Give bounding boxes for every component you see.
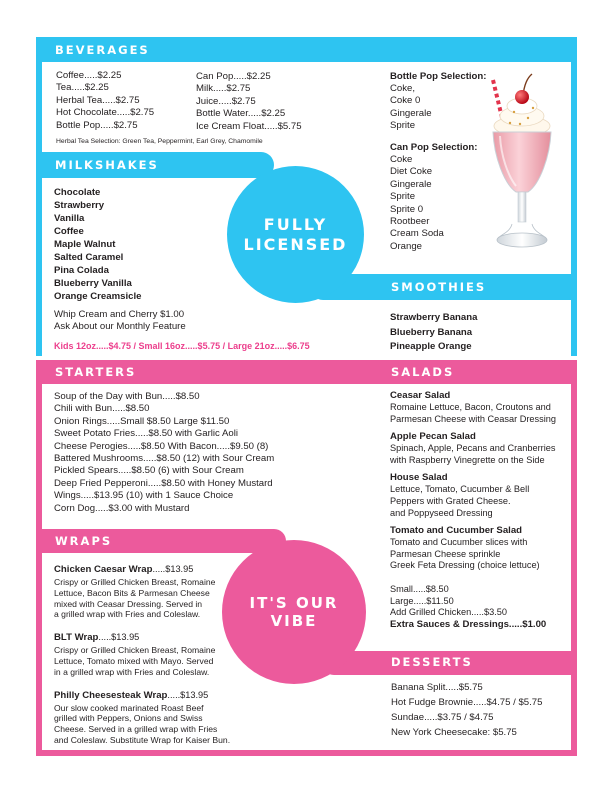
list-item: Pickled Spears.....$8.50 (6) with Sour Cream: [54, 465, 244, 477]
list-item: Ice Cream Float.....$5.75: [196, 120, 302, 132]
list-item: Tea.....$2.25: [56, 82, 109, 94]
badge-line-1: IT'S OUR: [249, 593, 339, 612]
wraps-list: [54, 559, 244, 746]
wrap-name: Chicken Caesar Wrap: [54, 564, 153, 575]
salads-list: [390, 390, 556, 631]
wrap-desc: Cheese. Served in a grilled wrap with Fries: [54, 724, 218, 735]
milkshakes-heading: MILKSHAKES: [55, 158, 159, 172]
list-item: Coke 0: [390, 95, 421, 107]
salad-desc: Romaine Lettuce, Bacon, Croutons and: [390, 402, 551, 412]
salad-desc: Spinach, Apple, Pecans and Cranberries: [390, 443, 556, 454]
list-item: Cheese Perogies.....$8.50 With Bacon.....$9.50 (8): [54, 440, 269, 452]
salad-desc: Greek Feta Dressing (choice lettuce): [390, 560, 540, 571]
wrap-item: [54, 559, 244, 620]
can-pop-title: Can Pop Selection:: [390, 142, 478, 153]
list-item: Sprite 0: [390, 203, 424, 215]
salad-name: Ceasar Salad: [390, 390, 451, 401]
wrap-price: .....$13.95: [167, 689, 209, 700]
list-item: Wings.....$13.95 (10) with 1 Sauce Choice: [54, 490, 234, 502]
wrap-item: [54, 627, 244, 677]
list-item: Milk.....$2.75: [196, 83, 251, 95]
wrap-title-line: [54, 559, 244, 577]
wrap-desc: in a grilled wrap with Fries and Coleslaw.: [54, 666, 210, 677]
salad-item: [390, 431, 556, 466]
wrap-desc: Crispy or Grilled Chicken Breast, Romaine: [54, 645, 216, 656]
list-item: Juice.....$2.75: [196, 95, 256, 107]
list-item: Coffee.....$2.25: [56, 70, 122, 81]
smoothies-list: [390, 311, 477, 355]
badge-line-2: VIBE: [270, 612, 318, 630]
wrap-desc: mixed with Ceasar Dressing. Served in: [54, 598, 203, 609]
blue-frame-left: [36, 37, 42, 356]
list-item: Cream Soda: [390, 228, 444, 240]
wrap-desc: Lettuce, Tomato mixed with Mayo. Served: [54, 655, 214, 666]
desserts-list: [391, 680, 542, 740]
badge-line-2: LICENSED: [243, 234, 348, 254]
salad-item: [390, 525, 556, 572]
wrap-price: .....$13.95: [98, 632, 140, 643]
wrap-desc: a grilled wrap with Fries and Coleslaw.: [54, 609, 201, 620]
list-item: Soup of the Day with Bun.....$8.50: [54, 391, 200, 402]
list-item: Gingerale: [390, 107, 432, 119]
smoothies-heading: SMOOTHIES: [391, 280, 487, 294]
wrap-title-line: [54, 685, 244, 703]
list-item: Blueberry Banana: [390, 326, 473, 338]
list-item: Strawberry: [54, 200, 105, 211]
list-item: Banana Split.....$5.75: [391, 682, 483, 693]
list-item: Can Pop.....$2.25: [196, 71, 271, 82]
starters-heading: STARTERS: [55, 365, 137, 379]
list-item: Sweet Potato Fries.....$8.50 with Garlic Aoli: [54, 428, 238, 440]
salad-desc: and Poppyseed Dressing: [390, 507, 493, 518]
list-item: Pineapple Orange: [390, 341, 472, 352]
list-item: Bottle Pop.....$2.75: [56, 119, 138, 131]
salads-heading: SALADS: [391, 365, 455, 379]
beverages-heading: BEVERAGES: [55, 43, 150, 57]
milkshakes-list: [54, 186, 141, 303]
salad-name: Apple Pecan Salad: [390, 431, 476, 443]
list-item: Sprite: [390, 120, 416, 132]
list-item: Sundae.....$3.75 / $4.75: [391, 712, 494, 723]
bottle-pop-selection: [390, 71, 486, 133]
salad-desc: Tomato and Cucumber slices with: [390, 537, 528, 548]
list-item: Chili with Bun.....$8.50: [54, 403, 150, 415]
list-item: Hot Fudge Brownie.....$4.75 / $5.75: [391, 697, 543, 708]
salad-size-small: Small.....$8.50: [390, 583, 449, 594]
wrap-name: BLT Wrap: [54, 632, 99, 644]
list-item: Herbal Tea.....$2.75: [56, 94, 140, 106]
list-item: Vanilla: [54, 213, 85, 224]
list-item: New York Cheesecake: $5.75: [391, 727, 517, 738]
salad-item: [390, 472, 556, 519]
list-item: Coke,: [390, 83, 416, 94]
list-item: Deep Fried Pepperoni.....$8.50 with Honey Mustard: [54, 477, 273, 489]
pink-frame-left: [36, 360, 42, 756]
badge-line-1: FULLY: [263, 214, 328, 234]
wrap-title-line: [54, 627, 244, 645]
salad-desc: Lettuce, Tomato, Cucumber & Bell: [390, 484, 530, 495]
salad-size-large: Large.....$11.50: [390, 595, 454, 606]
list-item: Corn Dog.....$3.00 with Mustard: [54, 502, 190, 514]
salad-desc: Parmesan Cheese sprinkle: [390, 548, 501, 559]
wrap-item: [54, 685, 244, 746]
list-item: Strawberry Banana: [390, 312, 478, 323]
salad-name: Tomato and Cucumber Salad: [390, 525, 523, 537]
extra-sauces: Extra Sauces & Dressings.....$1.00: [390, 618, 547, 630]
list-item: Bottle Water.....$2.25: [196, 108, 286, 120]
desserts-heading: DESSERTS: [391, 655, 473, 669]
list-item: Hot Chocolate.....$2.75: [56, 107, 155, 119]
wrap-desc: and Coleslaw. Substitute Wrap for Kaiser Bun.: [54, 734, 231, 745]
fully-licensed-badge: [227, 166, 364, 303]
wrap-name: Philly Cheesesteak Wrap: [54, 689, 168, 701]
list-item: Maple Walnut: [54, 239, 116, 250]
pink-frame-right: [571, 360, 577, 756]
milkshake-extras: [54, 309, 186, 334]
add-chicken: Add Grilled Chicken.....$3.50: [390, 607, 507, 618]
list-item: Pina Colada: [54, 265, 109, 276]
list-item: Sprite: [390, 191, 416, 203]
list-item: Orange Creamsicle: [54, 291, 142, 302]
salad-desc: Parmesan Cheese with Ceasar Dressing: [390, 413, 556, 424]
list-item: Onion Rings.....Small $8.50 Large $11.50: [54, 415, 230, 427]
salad-desc: Peppers with Grated Cheese.: [390, 495, 511, 506]
wraps-heading: WRAPS: [55, 534, 113, 548]
list-item: Orange: [390, 240, 422, 252]
wrap-desc: grilled with Peppers, Onions and Swiss: [54, 713, 203, 724]
list-item: Rootbeer: [390, 216, 430, 228]
salad-item: [390, 390, 556, 425]
bottle-pop-title: Bottle Pop Selection:: [390, 71, 487, 82]
wrap-price: .....$13.95: [152, 564, 194, 574]
list-item: Gingerale: [390, 178, 432, 190]
list-item: Blueberry Vanilla: [54, 278, 132, 289]
salad-desc: with Raspberry Vinegrette on the Side: [390, 454, 545, 465]
herbal-tea-note: Herbal Tea Selection: Green Tea, Peppermint, Earl Grey, Chamomile: [56, 138, 263, 145]
list-item: Diet Coke: [390, 166, 433, 178]
pink-frame-bottom: [36, 750, 577, 756]
salad-name: House Salad: [390, 472, 448, 484]
extra-line: Whip Cream and Cherry $1.00: [54, 309, 185, 320]
beverages-list-left: [56, 70, 154, 132]
milkshake-icon: [480, 66, 562, 256]
list-item: Battered Mushrooms.....$8.50 (12) with Sour Cream: [54, 453, 275, 465]
can-pop-selection: [390, 142, 477, 253]
extra-line: Ask About our Monthly Feature: [54, 321, 186, 333]
list-item: Coke: [390, 154, 413, 165]
list-item: Salted Caramel: [54, 252, 124, 263]
blue-frame-right: [571, 37, 577, 356]
list-item: Coffee: [54, 226, 84, 237]
list-item: Chocolate: [54, 187, 101, 198]
beverages-list-right: [196, 71, 302, 133]
starters-list: [54, 391, 274, 515]
wrap-desc: Lettuce, Bacon Bits & Parmesan Cheese: [54, 587, 210, 598]
milkshake-prices: Kids 12oz.....$4.75 / Small 16oz.....$5.75 / Large 21oz.....$6.75: [54, 341, 310, 351]
wrap-desc: Our slow cooked marinated Roast Beef: [54, 702, 204, 713]
wrap-desc: Crispy or Grilled Chicken Breast, Romaine: [54, 577, 216, 587]
